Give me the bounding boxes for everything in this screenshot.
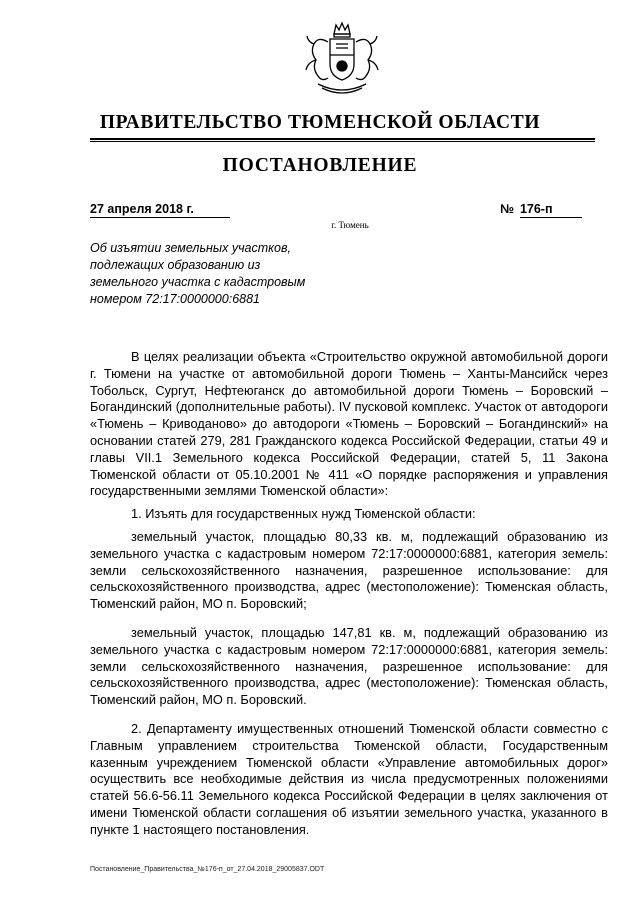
preamble-paragraph: В целях реализации объекта «Строительство окружной автомобильной дороги г. Тюмени на участке от автомобильной дороги Тюмень – Ханты-Мансийск через Тобольск, Сургут, Нефтеюганск до автомобильной дороги Тюмень – Боровский – Богандинский (дополнительные работы). IV пусковой комплекс. Участок от автодороги «Тюмень – Криводаново» до автодороги «Тюмень – Боровский – Богандинский» на основании статей 279, 281 Гражданского кодекса Российской Федерации, статьи 49 и главы VII.1 Земельного кодекса Российской Федерации, статей 5, 11 Закона Тюменской области от 05.10.2001 № 411 «О порядке распоряжения и управления государственными землями Тюменской области»:: [90, 349, 608, 499]
clause-2-paragraph: 2. Департаменту имущественных отношений Тюменской области совместно с Главным управлением строительства Тюменской области, Государственным казенным учреждением Тюменской области «Управление автомобильных дорог» осуществить все необходимые действия из числа предусмотренных положениями статей 56.6-56.11 Земельного кодекса Российской Федерации в целях заключения от имени Тюменской области соглашения об изъятии земельного участка, указанного в пункте 1 настоящего постановления.: [90, 720, 608, 837]
document-date: 27 апреля 2018 г.: [90, 202, 230, 218]
number-sign: №: [500, 202, 514, 216]
subject-line: номером 72:17:0000000:6881: [90, 292, 260, 306]
document-body: [90, 349, 608, 839]
document-number: 176-п: [520, 202, 582, 218]
document-subject: [90, 240, 340, 308]
land-plot-2-paragraph: земельный участок, площадью 147,81 кв. м, подлежащий образованию из земельного участка с кадастровым номером 72:17:0000000:6881, категория земель: земли сельскохозяйственного назначения, разрешенное использование: для сельскохозяйственного производства, адрес (местоположение): Тюменская область, Тюменский район, МО п. Боровский.: [90, 624, 608, 708]
header-divider-thick: [90, 138, 595, 140]
subject-line: подлежащих образованию из: [90, 258, 261, 272]
clause-1-paragraph: 1. Изъять для государственных нужд Тюменской области:: [131, 506, 476, 522]
coat-of-arms-icon: [298, 14, 386, 102]
government-title: ПРАВИТЕЛЬСТВО ТЮМЕНСКОЙ ОБЛАСТИ: [99, 112, 541, 133]
land-plot-1-paragraph: земельный участок, площадью 80,33 кв. м, подлежащий образованию из земельного участка с кадастровым номером 72:17:0000000:6881, категория земель: земли сельскохозяйственного назначения, разрешенное использование: для сельскохозяйственного производства, адрес (местоположение): Тюменская область, Тюменский район, МО п. Боровский;: [90, 528, 608, 612]
document-city: г. Тюмень: [331, 220, 369, 230]
header-divider-thin: [90, 141, 595, 142]
footer-filename: Постановление_Правительства_№176-п_от_27.04.2018_29005837.ODT: [90, 866, 325, 873]
subject-line: земельного участка с кадастровым: [90, 275, 306, 289]
document-type: ПОСТАНОВЛЕНИЕ: [222, 155, 418, 176]
document-number-block: [500, 202, 595, 218]
subject-line: Об изъятии земельных участков,: [90, 241, 292, 255]
